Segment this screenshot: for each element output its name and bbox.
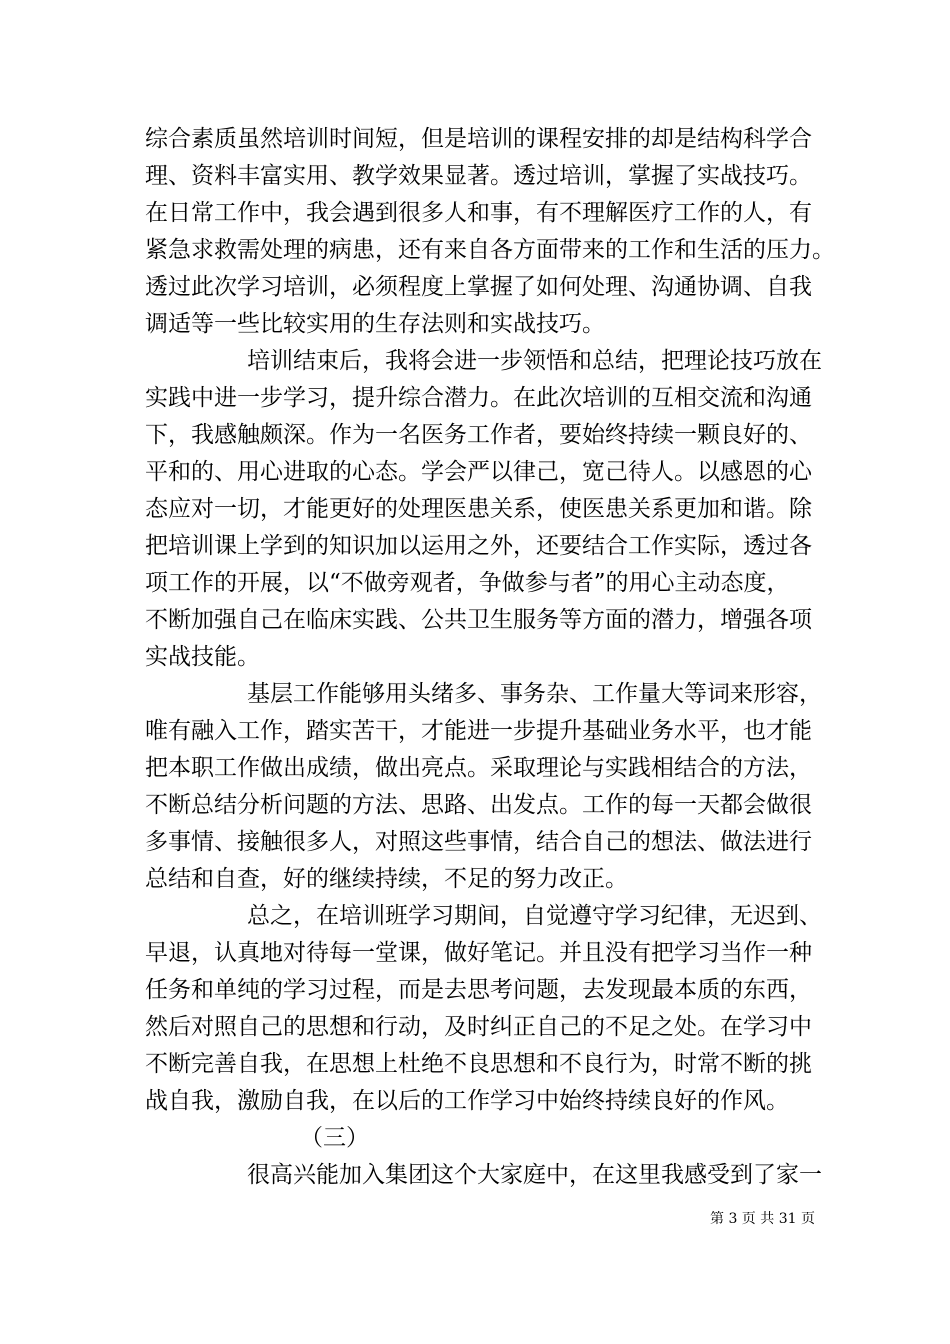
text-line: 平和的、用心进取的心态。学会严以律己，宽己待人。以感恩的心 xyxy=(145,459,812,485)
page-number-footer: 第 3 页 共 31 页 xyxy=(710,1211,815,1227)
text-line: 多事情、接触很多人，对照这些事情，结合自己的想法、做法进行 xyxy=(145,829,812,855)
section-heading: （三） xyxy=(300,1125,369,1151)
paragraph-first-line: 很高兴能加入集团这个大家庭中，在这里我感受到了家一 xyxy=(247,1162,822,1188)
text-line: 在日常工作中，我会遇到很多人和事，有不理解医疗工作的人，有 xyxy=(145,200,812,226)
text-line: 战自我，激励自我，在以后的工作学习中始终持续良好的作风。 xyxy=(145,1088,789,1114)
text-line: 不断总结分析问题的方法、思路、出发点。工作的每一天都会做很 xyxy=(145,792,812,818)
text-line: 态应对一切，才能更好的处理医患关系，使医患关系更加和谐。除 xyxy=(145,496,812,522)
text-line: 实战技能。 xyxy=(145,644,260,670)
text-line: 实践中进一步学习，提升综合潜力。在此次培训的互相交流和沟通 xyxy=(145,385,812,411)
text-line: 下，我感触颇深。作为一名医务工作者，要始终持续一颗良好的、 xyxy=(145,422,812,448)
text-line: 把培训课上学到的知识加以运用之外，还要结合工作实际，透过各 xyxy=(145,533,812,559)
text-line: 任务和单纯的学习过程，而是去思考问题，去发现最本质的东西， xyxy=(145,977,812,1003)
text-line: 紧急求救需处理的病患，还有来自各方面带来的工作和生活的压力。 xyxy=(145,237,835,263)
text-line: 然后对照自己的思想和行动，及时纠正自己的不足之处。在学习中 xyxy=(145,1014,812,1040)
text-line: 综合素质虽然培训时间短，但是培训的课程安排的却是结构科学合 xyxy=(145,126,812,152)
text-line: 不断完善自我，在思想上杜绝不良思想和不良行为，时常不断的挑 xyxy=(145,1051,812,1077)
paragraph-first-line: 基层工作能够用头绪多、事务杂、工作量大等词来形容， xyxy=(247,681,822,707)
text-line: 总结和自查，好的继续持续，不足的努力改正。 xyxy=(145,866,628,892)
text-line: 调适等一些比较实用的生存法则和实战技巧。 xyxy=(145,311,605,337)
text-line: 理、资料丰富实用、教学效果显著。透过培训，掌握了实战技巧。 xyxy=(145,163,812,189)
text-line: 不断加强自己在临床实践、公共卫生服务等方面的潜力，增强各项 xyxy=(145,607,812,633)
text-line: 透过此次学习培训，必须程度上掌握了如何处理、沟通协调、自我 xyxy=(145,274,812,300)
text-line: 项工作的开展，以“不做旁观者，争做参与者”的用心主动态度， xyxy=(145,570,790,596)
paragraph-first-line: 总之，在培训班学习期间，自觉遵守学习纪律，无迟到、 xyxy=(247,903,822,929)
text-line: 唯有融入工作，踏实苦干，才能进一步提升基础业务水平，也才能 xyxy=(145,718,812,744)
text-line: 早退，认真地对待每一堂课，做好笔记。并且没有把学习当作一种 xyxy=(145,940,812,966)
paragraph-first-line: 培训结束后，我将会进一步领悟和总结，把理论技巧放在 xyxy=(247,348,822,374)
text-line: 把本职工作做出成绩，做出亮点。采取理论与实践相结合的方法， xyxy=(145,755,812,781)
